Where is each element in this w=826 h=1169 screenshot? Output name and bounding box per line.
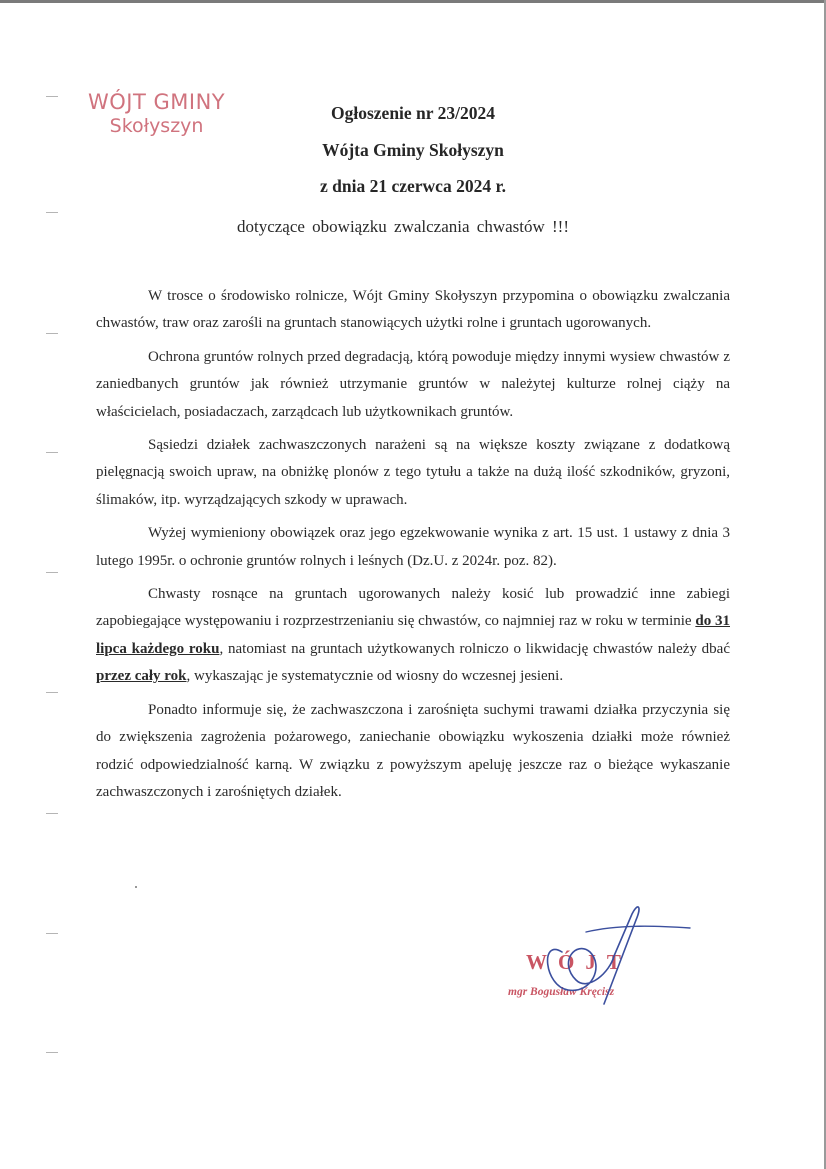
scan-margin-mark [46, 333, 58, 334]
paragraph-2: Ochrona gruntów rolnych przed degradacją, którą powoduje między innymi wysiew chwastów z zaniedbanych gruntów jak również utrzymanie gruntów w należytej kulturze rolnej ciąży na właścicielach, posiadaczach, zarządcach lub użytkownikach gruntów. [96, 348, 730, 420]
stamp-line-2: Skołyszyn [109, 115, 204, 137]
scan-margin-mark [46, 692, 58, 693]
announcement-number: Ogłoszenie nr 23/2024 [331, 103, 495, 123]
paragraph-5-text: , wykaszając je systematycznie od wiosny do wczesnej jesieni. [186, 668, 564, 685]
announcement-date: z dnia 21 czerwca 2024 r. [320, 176, 506, 196]
scan-margin-mark [46, 1052, 58, 1053]
scan-top-edge [0, 0, 826, 3]
paragraph-6: Ponadto informuje się, że zachwaszczona i zarośnięta suchymi trawami działka przyczynia się do zwiększenia zagrożenia pożarowego, zaniechanie obowiązku wykoszenia działki może również rodzić odpowiedzialność karną. W związku z powyższym apeluję jeszcze raz o bieżące wykaszanie zachwaszczonych i zarośniętych działek. [96, 701, 730, 800]
signature-stamp-name: mgr Bogusław Kręcisz [508, 986, 615, 998]
scan-margin-mark [46, 572, 58, 573]
stamp-line-1: WÓJT GMINY [88, 90, 226, 114]
deadline-highlight: do 31 lipca każdego roku [96, 613, 730, 657]
announcement-issuer: Wójta Gminy Skołyszyn [322, 140, 504, 160]
paragraph-5 [96, 581, 730, 691]
scan-margin-mark [46, 813, 58, 814]
scan-margin-mark [46, 96, 58, 97]
scan-margin-mark [46, 933, 58, 934]
scan-margin-mark [46, 452, 58, 453]
paragraph-1: W trosce o środowisko rolnicze, Wójt Gminy Skołyszyn przypomina o obowiązku zwalczania chwastów, traw oraz zarośli na gruntach stanowiących użytki rolne i gruntach ugorowanych. [96, 288, 730, 332]
signature-block [500, 900, 700, 1020]
announcement-body [96, 283, 730, 812]
announcement-subject: dotyczące obowiązku zwalczania chwastów !!! [236, 217, 569, 236]
paragraph-3: Sąsiedzi działek zachwaszczonych narażeni są na większe koszty związane z dodatkową pielęgnacją swoich upraw, na obniżkę plonów z tego tytułu a także na dużą ilość szkodników, gryzoni, ślimaków, itp. wyrządzających szkody w uprawach. [96, 437, 730, 508]
scan-margin-mark [46, 212, 58, 213]
scan-speck [135, 886, 137, 888]
paragraph-4: Wyżej wymieniony obowiązek oraz jego egzekwowanie wynika z art. 15 ust. 1 ustawy z dnia 3 lutego 1995r. o ochronie gruntów rolnych i leśnych (Dz.U. z 2024r. poz. 82). [96, 525, 730, 569]
handwritten-signature [500, 900, 700, 1020]
signature-stamp-title: WÓJT [526, 950, 632, 974]
paragraph-5-text: Chwasty rosnące na gruntach ugorowanych należy kosić lub prowadzić inne zabiegi zapobiegające występowaniu i rozprzestrzenianiu się chwastów, co najmniej raz w roku w terminie [96, 586, 730, 630]
all-year-highlight: przez cały rok [96, 668, 187, 685]
paragraph-5-text: , natomiast na gruntach użytkowanych rolniczo o likwidację chwastów należy dbać [219, 640, 730, 657]
